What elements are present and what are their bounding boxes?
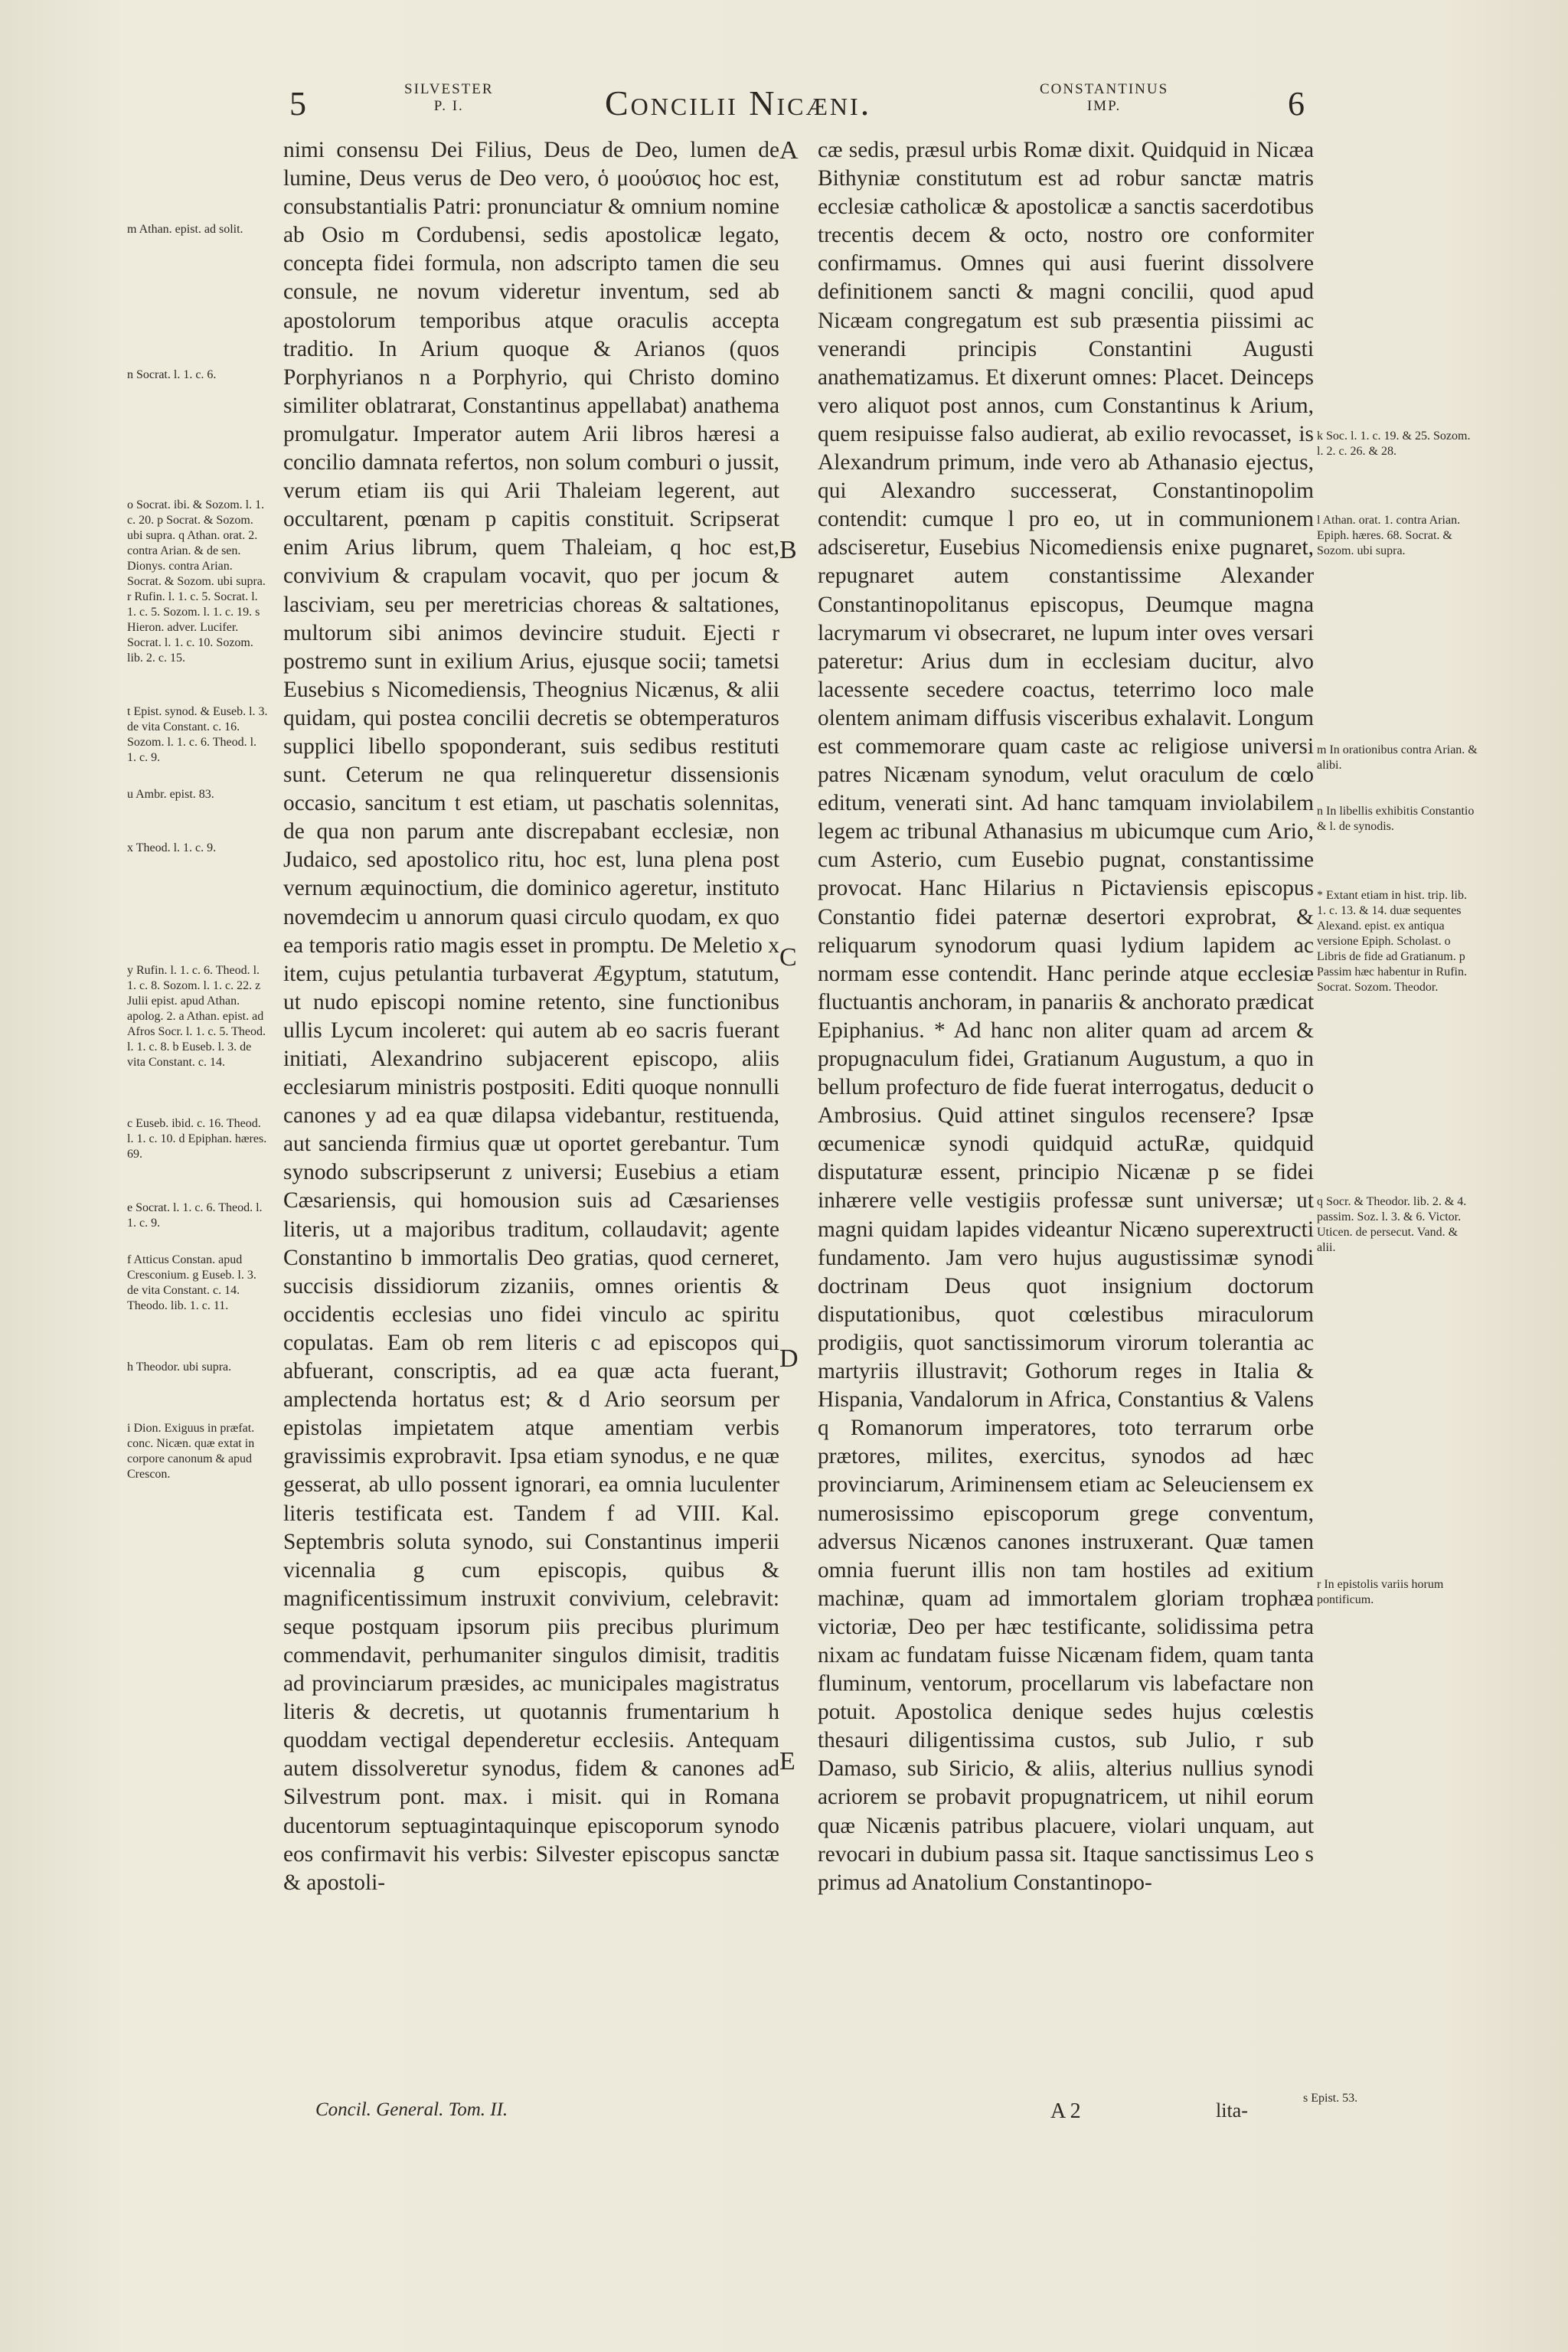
margin-note: n Socrat. l. 1. c. 6. (127, 368, 217, 381)
margin-note: m In orationibus contra Arian. & alibi. (1317, 743, 1478, 772)
catchword: lita- (1216, 2099, 1248, 2122)
body-text: nimi consensu Dei Filius, Deus de Deo, lumen de lumine, Deus verus de Deo vero, ὁ μοούσιος hoc est, consubstantialis Patri: pronunciatur & omnium nomine ab Osio m Cordubensi, sedis apostolicæ legato, concepta fidei formula, non adscripto tamen die seu consule, ne novum videretur inventum, sed ab apostolorum temporibus atque oraculis accepta traditio. In Arium quoque & Arianos (quos Porphyrianos n a Porphyrio, qui Christo domino similiter oblatrarat, Constantinus appellabat) anathema promulgatur. Imperator autem Arii libros hæresi a concilio damnata refertos, non solum comburi o jussit, verum etiam iis qui Arii Thaleiam legerent, aut occultarent, pœnam p capitis constituit. Scripserat enim Arius librum, quem Thaleiam, q hoc est, convivium & crapulam vocavit, quo per jocum & lasciviam, seu per meretricias choreas & saltationes, multorum sibi animos devincire studuit. Ejecti r postremo sunt in exilium Arius, ejusque socii; tametsi Eusebius s Nicomediensis, Theognius Nicænus, & alii quidam, qui postea concilii decretis se obtemperaturos supplici libello spoponderant, suis sedibus restituti sunt. Ceterum ne qua relinqueretur dissensionis occasio, sancitum t est etiam, ut paschatis solennitas, de qua non parum ante discrepabant ecclesiæ, non Judaico, sed apostolico ritu, hoc est, luna plena post vernum æquinoctium, die dominico ageretur, instituto novemdecim u annorum quasi circulo quodam, ex quo ea temporis ratio magis esset in promptu. De Meletio x item, cujus petulantia turbaverat Ægyptum, statutum, ut nudo episcopi nomine retento, sine functionibus ullis Lycum incoleret: qui autem ab eo sacris fuerant initiati, Alexandrino subjacerent episcopo, aliis ecclesiarum ministris postpositi. Editi quoque nonnulli canones y ad ea quæ dilapsa videbantur, restituenda, aut sancienda firmius quæ ut oportet gerebantur. Tum synodo subscripserunt z universi; Eusebius a etiam Cæsariensis, qui homousion suis ad Cæsarienses literis, ut a majoribus traditum, collaudavit; agente Constantino b immortalis Deo gratias, quod cerneret, succisis dissidiorum zizaniis, omnes orientis & occidentis ecclesias uno fidei vinculo ac spiritu copulatas. Eam ob rem literis c ad episcopos qui abfuerant, conscriptis, ad ea quæ acta fuerant, amplectenda hortatus est; & d Ario seorsum per epistolas impietatem atque amentiam verbis gravissimis exprobravit. Ipsa etiam synodus, e ne quæ gesserat, ab ullo possent ignorari, ea omnia luculenter literis testificata est. Tandem f ad VIII. Kal. Septembris soluta synodo, sui Constantinus imperii vicennalia g cum episcopis, quibus & magnificentissimum instruxit convivium, celebravit: seque postquam ipsorum piis precibus plurimum commendavit, perhumaniter singulos dimisit, traditis ad provinciarum præsides, ac municipales magistratus literis & decretis, ut quotannis frumentarium h quoddam vectigal dependeretur ecclesiis. Antequam autem dissolveretur synodus, fidem & canones ad Silvestrum pont. max. i misit. qui in Romana ducentorum septuagintaquinque episcoporum synodo eos confirmavit his verbis: Silvester episcopus sanctæ & apostoli- (283, 138, 779, 1895)
margin-note: l Athan. orat. 1. contra Arian. Epiph. hæres. 68. Socrat. & Sozom. ubi supra. (1317, 514, 1461, 557)
margin-note: * Extant etiam in hist. trip. lib. 1. c. 13. & 14. duæ sequentes Alexand. epist. ex antiqua versione Epiph. Scholast. o Libris de fide ad Gratianum. p Passim hæc habentur in Rufin. Socrat. Sozom. Theodor. (1317, 889, 1467, 994)
running-head-left: SILVESTER P. I. (404, 81, 494, 114)
left-margin-notes (127, 222, 268, 1504)
margin-note: o Socrat. ibi. & Sozom. l. 1. c. 20. p Socrat. & Sozom. ubi supra. q Athan. orat. 2. contra Arian. & de sen. Dionys. contra Arian. Socrat. & Sozom. ubi supra. r Rufin. l. 1. c. 5. Socrat. l. 1. c. 5. Sozom. l. 1. c. 19. s Hieron. adver. Lucifer. Socrat. l. 1. c. 10. Sozom. lib. 2. c. 15. (127, 498, 266, 665)
page-header (0, 75, 1568, 129)
margin-note: u Ambr. epist. 83. (127, 788, 214, 801)
margin-note: s Epist. 53. (1303, 2092, 1358, 2105)
right-text-column (818, 136, 1314, 1897)
signature-mark: A 2 (1050, 2099, 1081, 2123)
margin-note: n In libellis exhibitis Constantio & l. de synodis. (1317, 805, 1475, 833)
margin-note: t Epist. synod. & Euseb. l. 3. de vita Constant. c. 16. Sozom. l. 1. c. 6. Theod. l. 1. c. 9. (127, 705, 268, 764)
section-letter-d: D (779, 1344, 799, 1373)
section-letter-e: E (779, 1747, 795, 1775)
volume-footer: Concil. General. Tom. II. (315, 2099, 508, 2120)
section-letter-a: A (779, 136, 799, 165)
margin-note: y Rufin. l. 1. c. 6. Theod. l. 1. c. 8. Sozom. l. 1. c. 22. z Julii epist. apud Athan. apolog. 2. a Athan. epist. ad Afros Socr. l. 1. c. 5. Theod. l. 1. c. 8. b Euseb. l. 3. de vita Constant. c. 14. (127, 964, 266, 1069)
margin-note: k Soc. l. 1. c. 19. & 25. Sozom. l. 2. c. 26. & 28. (1317, 430, 1471, 458)
section-letter-b: B (779, 536, 797, 564)
margin-note: m Athan. epist. ad solit. (127, 223, 243, 236)
margin-note: c Euseb. ibid. c. 16. Theod. l. 1. c. 10. d Epiphan. hæres. 69. (127, 1117, 267, 1161)
margin-note: x Theod. l. 1. c. 9. (127, 841, 217, 854)
right-margin-notes (1317, 429, 1478, 1629)
margin-note: h Theodor. ubi supra. (127, 1361, 232, 1374)
running-title: Concilii Nicæni. (605, 83, 872, 122)
margin-note: i Dion. Exiguus in præfat. conc. Nicæn. quæ extat in corpore canonum & apud Crescon. (127, 1422, 255, 1481)
section-letter-c: C (779, 943, 797, 972)
running-head-right: CONSTANTINUS IMP. (1040, 81, 1169, 114)
page-number-left: 5 (289, 85, 306, 122)
margin-note: q Socr. & Theodor. lib. 2. & 4. passim. Soz. l. 3. & 6. Victor. Uticen. de persecut. Vand. & alii. (1317, 1195, 1467, 1254)
margin-note: f Atticus Constan. apud Cresconium. g Euseb. l. 3. de vita Constant. c. 14. Theodo. lib. 1. c. 11. (127, 1253, 256, 1312)
margin-note: e Socrat. l. 1. c. 6. Theod. l. 1. c. 9. (127, 1201, 263, 1230)
margin-note: r In epistolis variis horum pontificum. (1317, 1578, 1444, 1606)
left-text-column (283, 136, 779, 1897)
body-text: cæ sedis, præsul urbis Romæ dixit. Quidquid in Nicæa Bithyniæ constitutum est ad robur sanctæ matris ecclesiæ catholicæ & apostolicæ a sanctis sacerdotibus trecentis decem & octo, nostro ore conformiter confirmamus. Omnes qui ausi fuerint dissolvere definitionem sancti & magni concilii, quod apud Nicæam congregatum est sub præsentia piissimi ac venerandi principis Constantini Augusti anathematizamus. Et dixerunt omnes: Placet. Deinceps vero aliquot post annos, cum Constantinus k Arium, quem resipuisse falso audierat, ab exilio revocasset, is Alexandrum primum, inde vero ab Athanasio ejectus, qui Alexandro successerat, Constantinopolim contendit: cumque l pro eo, ut in communionem adsciseretur, Eusebius Nicomediensis enixe pugnaret, repugnaret autem constantissime Alexander Constantinopolitanus episcopus, Deumque magna lacrymarum vi obsecraret, ne lupum inter oves versari pateretur: Arius dum in ecclesiam ducitur, alvo lacessente secedere coactus, teterrimo loco male olentem animam diffusis visceribus exhalavit. Longum est commemorare quam caste ac religiose universi patres Nicænam synodum, velut oraculum de cœlo editum, venerati sint. Ad hanc tamquam inviolabilem legem ac tribunal Athanasius m ubicumque cum Ario, cum Asterio, cum Eusebio pugnat, constantissime provocat. Hanc Hilarius n Pictaviensis episcopus Constantio fidei paternæ desertori exprobrat, & reliquarum synodorum quasi lydium lapidem ac normam esse contendit. Hanc perinde atque ecclesiæ fluctuantis anchoram, in panariis & anchorato prædicat Epiphanius. * Ad hanc non aliter quam ad arcem & propugnaculum fidei, Gratianum Augustum, a quo in bellum profecturo de fide fuerat interrogatus, deducit o Ambrosius. Quid attinet singulos recensere? Ipsæ œcumenicæ synodi quidquid actuRæ, quidquid disputaturæ essent, principio Nicænæ p se fidei inhærere velle vestigiis professæ sunt universæ; ut magni quidam lapides videantur Nicæno superextructi fundamento. Jam vero hujus augustissimæ synodi doctrinam Deus quot insignium doctorum disputationibus, quot cœlestibus miraculorum prodigiis, quot sanctissimorum virorum tolerantia ac martyriis illustravit; Gothorum reges in Italia & Hispania, Vandalorum in Africa, Constantius & Valens q Romanorum imperatores, toto terrarum orbe prætores, milites, exercitus, synodos ad hæc provinciarum, Ariminensem etiam ac Seleuciensem ex numerosissimo episcoporum grege conventum, adversus Nicænos canones instruxerant. Quæ tamen omnia fuerunt illis non tam hostiles ad exitium machinæ, quam ad immortalem gloriam trophæa victoriæ, Deo per hæc testificante, solidissima petra nixam ac fundatam fuisse Nicænam fidem, quam tanta fluminum, ventorum, procellarum vis labefactare non potuit. Apostolica denique sedes hujus cœlestis thesauri diligentissima custos, sub Julio, r sub Damaso, sub Siricio, & aliis, alterius nullius synodi acriorem se probavit propugnatricem, ut nihil eorum quæ Nicænis patribus placuere, violari unquam, aut revocari in dubium passa sit. Itaque sanctissimus Leo s primus ad Anatolium Constantinopo- (818, 138, 1314, 1895)
page-number-right: 6 (1288, 85, 1305, 122)
